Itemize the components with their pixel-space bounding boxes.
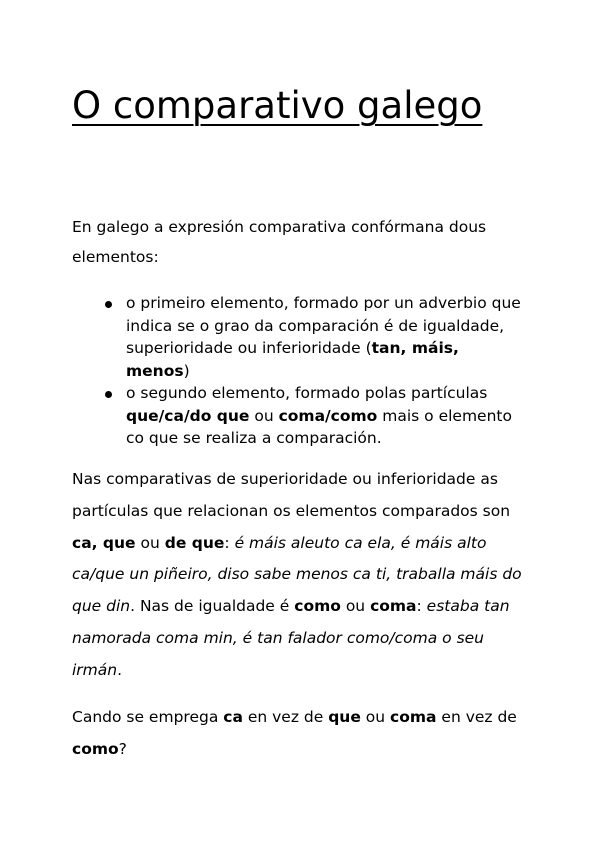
text-run: : [224,533,235,552]
list-item-bold: que/ca/do que [126,406,250,425]
list-item [102,382,522,450]
text-run: . Nas de igualdade é [130,597,295,616]
text-run: ou [360,708,391,726]
intro-paragraph: En galego a expresión comparativa confórmana dous elementos: [72,218,487,266]
list-item-text: ) [183,361,190,380]
text-run: . [117,660,123,679]
text-run: en vez de [242,708,329,726]
text-run: en vez de [436,708,517,726]
list-item [102,292,522,382]
example-run: é máis aleuto ca ela, é máis alto ca/que un piñeiro, diso sabe menos ca ti, traballa máis do que din [72,533,522,616]
list-item-bold: tan, máis, menos [126,339,459,380]
text-run: ou [340,597,371,616]
text-run: Nas comparativas de superioridade ou inferioridade as partículas que relacionan os elementos comparados son [72,470,511,520]
bullet-icon [105,391,112,398]
question-paragraph [72,702,532,766]
bold-run: que [328,708,361,726]
element-list [102,292,522,450]
bold-run: ca [223,708,243,726]
example-run: estaba tan namorada coma min, é tan falador como/coma o seu irmán [72,597,510,679]
text-run: ou [135,533,165,552]
page-title: O comparativo galego [72,84,483,127]
superiority-paragraph [72,464,532,687]
list-item-text: mais o elemento co que se realiza a comparación. [126,406,512,447]
text-run: ? [118,739,127,758]
bold-run: como [294,597,341,616]
list-item-text: ou [249,406,279,425]
bold-run: coma [370,597,417,616]
bold-run: como [72,739,119,758]
bullet-icon [105,301,112,308]
bold-run: de que [164,533,225,552]
list-item-text: o primeiro elemento, formado por un adverbio que indica se o grao da comparación é de igualdade, superioridade ou inferioridade ( [126,294,521,357]
list-item-bold: coma/como [278,406,378,425]
list-item-text: o segundo elemento, formado polas partículas [126,384,488,402]
text-run: : [416,597,427,616]
text-run: Cando se emprega [72,708,224,726]
bold-run: coma [390,708,437,726]
bold-run: ca, que [72,533,136,552]
